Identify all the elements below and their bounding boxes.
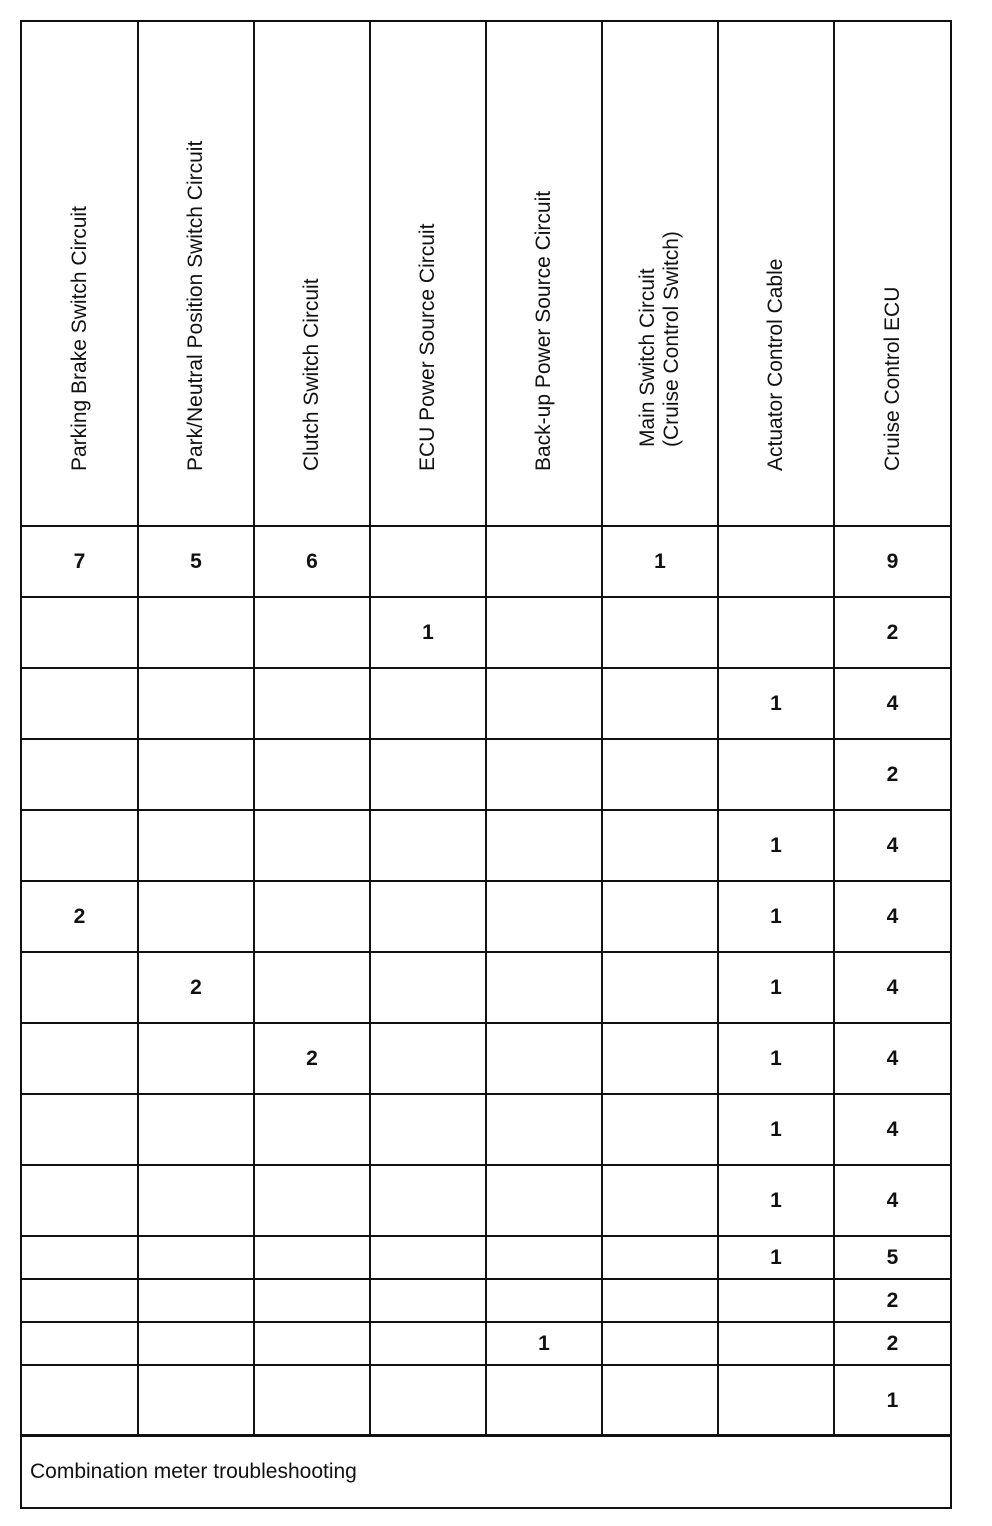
column-header-ecu-power [370,22,486,526]
table-cell: 1 [370,597,486,668]
table-cell [254,1322,370,1365]
column-header-cruise-ecu [834,22,950,526]
table-cell [22,739,138,810]
table-row [22,1094,950,1165]
table-cell [718,739,834,810]
table-row [22,1279,950,1322]
table-cell [486,810,602,881]
table-cell [602,597,718,668]
table-cell [370,739,486,810]
table-cell [486,1165,602,1236]
column-label-line2: (Cruise Control Switch) [660,231,683,447]
table-cell [602,739,718,810]
table-row [22,526,950,597]
table-cell [602,1236,718,1279]
table-cell [22,597,138,668]
header-row [22,22,950,526]
table-cell [138,810,254,881]
table-cell: 2 [834,739,950,810]
table-cell: 2 [138,952,254,1023]
table-cell [718,1279,834,1322]
suspect-area-table [22,22,950,1437]
table-cell [370,668,486,739]
table-cell [370,1094,486,1165]
table-cell [370,1279,486,1322]
table-cell: 1 [718,668,834,739]
table-cell: 4 [834,668,950,739]
table-cell: 1 [602,526,718,597]
table-cell: 4 [834,952,950,1023]
table-cell: 4 [834,881,950,952]
table-cell [718,1322,834,1365]
table-cell [370,1236,486,1279]
table-row [22,668,950,739]
table-cell [254,952,370,1023]
troubleshooting-sheet [20,20,952,1509]
column-label: Parking Brake Switch Circuit [67,206,91,471]
table-row [22,597,950,668]
table-cell [138,881,254,952]
table-cell [486,1365,602,1436]
table-cell: 1 [718,1236,834,1279]
table-cell: 9 [834,526,950,597]
table-cell [718,597,834,668]
table-cell: 1 [834,1365,950,1436]
table-cell [602,1279,718,1322]
table-cell [22,1322,138,1365]
table-body [22,526,950,1436]
table-cell [138,1365,254,1436]
table-cell [370,1165,486,1236]
table-cell [138,1023,254,1094]
table-cell [254,739,370,810]
table-cell [370,952,486,1023]
table-row [22,1023,950,1094]
table-cell: 4 [834,810,950,881]
table-cell: 1 [486,1322,602,1365]
column-label: Park/Neutral Position Switch Circuit [184,140,207,471]
column-header-clutch-switch [254,22,370,526]
table-cell [254,881,370,952]
table-cell [138,1165,254,1236]
column-label: Cruise Control ECU [880,286,904,471]
table-cell [486,881,602,952]
table-cell [22,1023,138,1094]
table-cell: 1 [718,952,834,1023]
column-label: Back-up Power Source Circuit [532,190,555,471]
table-cell [602,1322,718,1365]
table-cell [22,1165,138,1236]
table-cell [486,739,602,810]
table-row [22,810,950,881]
column-label-line1: Main Switch Circuit [636,268,659,447]
table-cell: 6 [254,526,370,597]
table-cell [602,1165,718,1236]
table-cell [486,1279,602,1322]
table-cell: 7 [22,526,138,597]
table-cell [254,1094,370,1165]
table-cell: 4 [834,1023,950,1094]
table-cell [370,526,486,597]
table-cell [486,597,602,668]
column-label [636,231,684,447]
table-cell [254,1365,370,1436]
table-cell [486,668,602,739]
table-cell: 1 [718,1165,834,1236]
table-cell [138,668,254,739]
table-cell [486,526,602,597]
column-label: Clutch Switch Circuit [300,278,323,471]
table-cell: 5 [834,1236,950,1279]
table-cell: 2 [22,881,138,952]
table-row [22,1236,950,1279]
table-cell [138,739,254,810]
table-footer [22,1434,950,1507]
table-cell: 2 [834,597,950,668]
table-cell [602,1094,718,1165]
table-cell [486,1023,602,1094]
column-label: ECU Power Source Circuit [416,223,439,471]
table-cell: 1 [718,881,834,952]
table-cell [602,1023,718,1094]
table-cell [22,1236,138,1279]
table-cell [718,1365,834,1436]
table-cell [254,668,370,739]
table-cell [22,1094,138,1165]
table-cell: 5 [138,526,254,597]
table-cell [254,1165,370,1236]
table-cell [602,810,718,881]
table-row [22,1165,950,1236]
column-header-main-switch [602,22,718,526]
table-row [22,739,950,810]
table-row [22,1322,950,1365]
table-cell [254,597,370,668]
table-row [22,952,950,1023]
table-cell [486,1236,602,1279]
table-cell [486,1094,602,1165]
table-cell [602,881,718,952]
table-row [22,1365,950,1436]
table-cell: 1 [718,1023,834,1094]
table-cell [370,1365,486,1436]
table-cell: 1 [718,1094,834,1165]
table-cell [138,1236,254,1279]
table-cell [22,952,138,1023]
table-cell [370,810,486,881]
column-header-actuator-cable [718,22,834,526]
column-header-parking-brake [22,22,138,526]
column-header-park-neutral [138,22,254,526]
table-cell: 2 [834,1322,950,1365]
table-cell [138,1279,254,1322]
table-cell [602,1365,718,1436]
column-header-backup-power [486,22,602,526]
table-cell [486,952,602,1023]
table-cell [138,1322,254,1365]
table-cell [718,526,834,597]
table-cell [22,668,138,739]
table-cell [370,1023,486,1094]
table-cell [602,668,718,739]
table-cell: 4 [834,1094,950,1165]
table-cell: 2 [254,1023,370,1094]
table-cell: 4 [834,1165,950,1236]
table-cell [22,810,138,881]
table-cell [254,810,370,881]
table-cell [370,881,486,952]
footer-text: Combination meter troubleshooting [30,1459,357,1483]
table-cell [22,1279,138,1322]
table-cell [370,1322,486,1365]
table-cell [602,952,718,1023]
table-cell: 2 [834,1279,950,1322]
table-cell: 1 [718,810,834,881]
table-row [22,881,950,952]
table-cell [138,1094,254,1165]
table-cell [138,597,254,668]
table-cell [254,1236,370,1279]
table-cell [254,1279,370,1322]
column-label: Actuator Control Cable [764,258,787,471]
table-cell [22,1365,138,1436]
